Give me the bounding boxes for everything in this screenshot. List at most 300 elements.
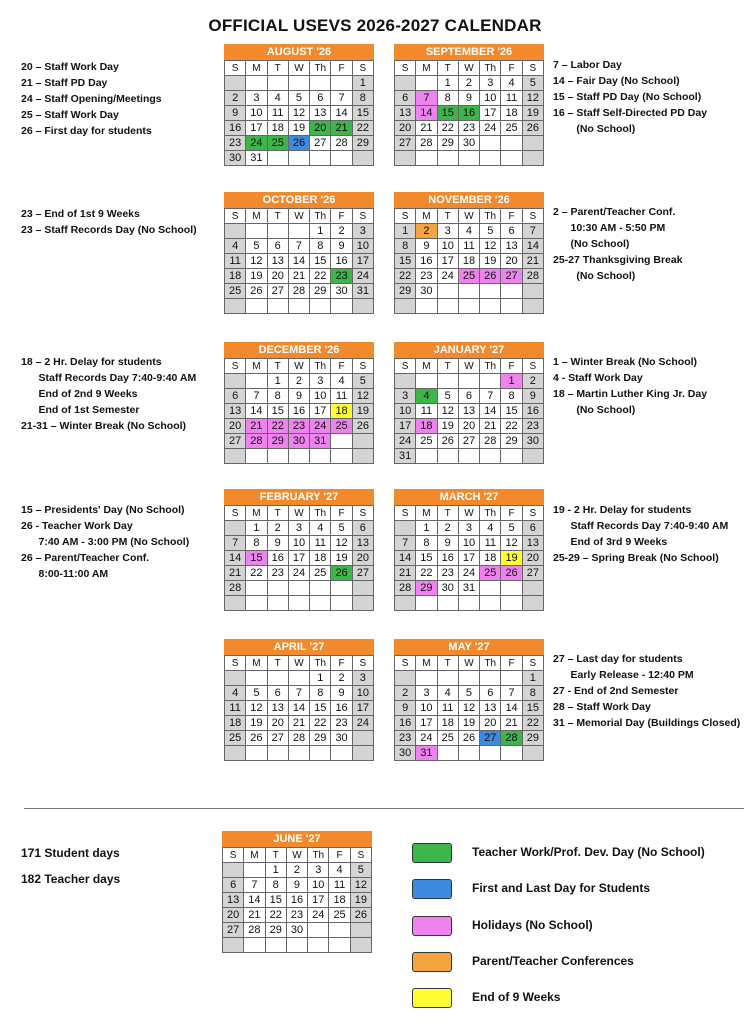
calendar-day: 30 bbox=[438, 581, 459, 596]
calendar-day: 4 bbox=[268, 91, 289, 106]
calendar-empty-cell bbox=[480, 581, 501, 596]
legend-swatch-green bbox=[412, 843, 452, 863]
calendar-day: 2 bbox=[395, 686, 416, 701]
calendar-day: 9 bbox=[416, 239, 437, 254]
calendar-day: 27 bbox=[223, 923, 244, 938]
calendar-empty-cell bbox=[438, 596, 459, 611]
calendar-day: 18 bbox=[331, 404, 352, 419]
note-line: 2 – Parent/Teacher Conf. bbox=[553, 206, 676, 218]
legend-label: Parent/Teacher Conferences bbox=[472, 954, 634, 968]
calendar-empty-cell bbox=[225, 299, 246, 314]
note-line: 28 – Staff Work Day bbox=[553, 701, 651, 713]
day-of-week-header: F bbox=[331, 61, 352, 76]
calendar-empty-cell bbox=[501, 284, 522, 299]
day-of-week-header: S bbox=[353, 506, 374, 521]
note-line: 23 – End of 1st 9 Weeks bbox=[21, 208, 140, 220]
calendar-day: 28 bbox=[480, 434, 501, 449]
calendar-day: 23 bbox=[331, 716, 352, 731]
note-line: (No School) bbox=[553, 270, 636, 282]
note-line: 7:40 AM - 3:00 PM (No School) bbox=[21, 536, 190, 548]
calendar-day: 15 bbox=[268, 404, 289, 419]
day-of-week-header: W bbox=[459, 61, 480, 76]
calendar-day: 5 bbox=[459, 686, 480, 701]
calendar-empty-cell bbox=[353, 581, 374, 596]
calendar-day: 3 bbox=[416, 686, 437, 701]
calendar-day: 15 bbox=[501, 404, 522, 419]
calendar-day: 19 bbox=[438, 419, 459, 434]
calendar-day: 19 bbox=[480, 254, 501, 269]
calendar-day: 27 bbox=[523, 566, 544, 581]
month-header: MARCH '27 bbox=[394, 489, 544, 505]
notes-december bbox=[21, 354, 196, 434]
calendar-day: 8 bbox=[246, 536, 267, 551]
note-line: 21 – Staff PD Day bbox=[21, 77, 108, 89]
calendar-empty-cell bbox=[416, 151, 437, 166]
month-grid bbox=[224, 655, 374, 761]
calendar-day: 10 bbox=[438, 239, 459, 254]
calendar-day: 24 bbox=[289, 566, 310, 581]
calendar-empty-cell bbox=[268, 224, 289, 239]
calendar-day: 11 bbox=[225, 254, 246, 269]
calendar-day: 21 bbox=[395, 566, 416, 581]
calendar-day: 1 bbox=[438, 76, 459, 91]
calendar-empty-cell bbox=[246, 299, 267, 314]
day-of-week-header: W bbox=[459, 656, 480, 671]
calendar-day: 1 bbox=[310, 224, 331, 239]
calendar-empty-cell bbox=[523, 299, 544, 314]
calendar-day: 5 bbox=[480, 224, 501, 239]
calendar-day: 13 bbox=[268, 701, 289, 716]
calendar-day: 14 bbox=[501, 701, 522, 716]
day-of-week-header: F bbox=[501, 506, 522, 521]
calendar-empty-cell bbox=[246, 374, 267, 389]
calendar-empty-cell bbox=[523, 581, 544, 596]
calendar-empty-cell bbox=[246, 224, 267, 239]
calendar-day: 12 bbox=[523, 91, 544, 106]
calendar-day: 8 bbox=[268, 389, 289, 404]
calendar-empty-cell bbox=[353, 449, 374, 464]
calendar-day: 10 bbox=[395, 404, 416, 419]
calendar-day: 13 bbox=[523, 536, 544, 551]
calendar-day: 19 bbox=[523, 106, 544, 121]
calendar-day: 1 bbox=[416, 521, 437, 536]
note-line: 31 – Memorial Day (Buildings Closed) bbox=[553, 717, 741, 729]
calendar-day: 24 bbox=[395, 434, 416, 449]
calendar-day: 3 bbox=[353, 224, 374, 239]
calendar-day: 12 bbox=[480, 239, 501, 254]
calendar-day: 16 bbox=[395, 716, 416, 731]
calendar-day: 1 bbox=[501, 374, 522, 389]
calendar-day: 12 bbox=[353, 389, 374, 404]
calendar-empty-cell bbox=[268, 746, 289, 761]
calendar-day: 8 bbox=[416, 536, 437, 551]
calendar-empty-cell bbox=[523, 449, 544, 464]
calendar-empty-cell bbox=[416, 671, 437, 686]
calendar-day: 28 bbox=[395, 581, 416, 596]
calendar-day: 1 bbox=[268, 374, 289, 389]
calendar-day: 21 bbox=[416, 121, 437, 136]
note-line: Staff Records Day 7:40-9:40 AM bbox=[21, 372, 197, 384]
calendar-day: 22 bbox=[416, 566, 437, 581]
calendar-day: 25 bbox=[459, 269, 480, 284]
notes-may bbox=[553, 651, 740, 731]
calendar-day: 11 bbox=[459, 239, 480, 254]
calendar-day: 9 bbox=[438, 536, 459, 551]
day-of-week-header: Th bbox=[480, 61, 501, 76]
calendar-day: 30 bbox=[395, 746, 416, 761]
calendar-day: 28 bbox=[225, 581, 246, 596]
calendar-day: 25 bbox=[310, 566, 331, 581]
calendar-empty-cell bbox=[438, 374, 459, 389]
calendar-day: 4 bbox=[416, 389, 437, 404]
calendar-day: 9 bbox=[395, 701, 416, 716]
calendar-day: 24 bbox=[246, 136, 267, 151]
note-line: 23 – Staff Records Day (No School) bbox=[21, 224, 197, 236]
day-of-week-header: S bbox=[225, 359, 246, 374]
calendar-empty-cell bbox=[268, 151, 289, 166]
calendar-day: 7 bbox=[289, 686, 310, 701]
calendar-empty-cell bbox=[331, 434, 352, 449]
calendar-empty-cell bbox=[480, 374, 501, 389]
month-header: JUNE '27 bbox=[222, 831, 372, 847]
month-grid bbox=[394, 505, 544, 611]
day-of-week-header: F bbox=[501, 61, 522, 76]
calendar-day: 10 bbox=[353, 239, 374, 254]
calendar-day: 23 bbox=[438, 566, 459, 581]
calendar-empty-cell bbox=[331, 76, 352, 91]
calendar-empty-cell bbox=[416, 76, 437, 91]
day-of-week-header: T bbox=[438, 359, 459, 374]
calendar-day: 10 bbox=[246, 106, 267, 121]
calendar-day: 18 bbox=[225, 716, 246, 731]
calendar-day: 15 bbox=[438, 106, 459, 121]
calendar-day: 29 bbox=[310, 284, 331, 299]
calendar-empty-cell bbox=[289, 224, 310, 239]
calendar-empty-cell bbox=[289, 671, 310, 686]
calendar-day: 28 bbox=[246, 434, 267, 449]
calendar-day: 10 bbox=[310, 389, 331, 404]
calendar-day: 24 bbox=[353, 269, 374, 284]
calendar-empty-cell bbox=[416, 299, 437, 314]
calendar-day: 28 bbox=[523, 269, 544, 284]
calendar-day: 18 bbox=[268, 121, 289, 136]
calendar-empty-cell bbox=[395, 374, 416, 389]
month-grid bbox=[394, 358, 544, 464]
calendar-empty-cell bbox=[353, 596, 374, 611]
calendar-day: 31 bbox=[246, 151, 267, 166]
calendar-day: 11 bbox=[438, 701, 459, 716]
calendar-day: 14 bbox=[480, 404, 501, 419]
calendar-empty-cell bbox=[523, 151, 544, 166]
calendar-day: 9 bbox=[459, 91, 480, 106]
day-of-week-header: S bbox=[353, 359, 374, 374]
calendar-day: 5 bbox=[331, 521, 352, 536]
calendar-day: 16 bbox=[268, 551, 289, 566]
calendar-day: 25 bbox=[416, 434, 437, 449]
calendar-day: 24 bbox=[480, 121, 501, 136]
calendar-day: 10 bbox=[480, 91, 501, 106]
calendar-day: 5 bbox=[523, 76, 544, 91]
calendar-empty-cell bbox=[289, 299, 310, 314]
month-grid bbox=[224, 208, 374, 314]
calendar-day: 27 bbox=[501, 269, 522, 284]
calendar-day: 10 bbox=[416, 701, 437, 716]
calendar-day: 11 bbox=[310, 536, 331, 551]
calendar-empty-cell bbox=[310, 581, 331, 596]
day-of-week-header: S bbox=[523, 506, 544, 521]
day-of-week-header: S bbox=[395, 656, 416, 671]
day-of-week-header: W bbox=[289, 656, 310, 671]
calendar-day: 3 bbox=[459, 521, 480, 536]
calendar-day: 14 bbox=[331, 106, 352, 121]
calendar-empty-cell bbox=[459, 746, 480, 761]
note-line: 27 – Last day for students bbox=[553, 653, 683, 665]
note-line: 26 – First day for students bbox=[21, 125, 152, 137]
calendar-empty-cell bbox=[480, 136, 501, 151]
calendar-empty-cell bbox=[351, 938, 372, 953]
calendar-day: 5 bbox=[438, 389, 459, 404]
calendar-day: 30 bbox=[225, 151, 246, 166]
note-line: 18 – 2 Hr. Delay for students bbox=[21, 356, 162, 368]
note-line: 10:30 AM - 5:50 PM bbox=[553, 222, 666, 234]
calendar-day: 21 bbox=[244, 908, 265, 923]
calendar-day: 7 bbox=[246, 389, 267, 404]
calendar-day: 18 bbox=[225, 269, 246, 284]
day-of-week-header: S bbox=[523, 61, 544, 76]
calendar-day: 9 bbox=[268, 536, 289, 551]
calendar-empty-cell bbox=[416, 449, 437, 464]
note-line: 24 – Staff Opening/Meetings bbox=[21, 93, 162, 105]
day-of-week-header: S bbox=[225, 506, 246, 521]
note-line: End of 3rd 9 Weeks bbox=[553, 536, 668, 548]
calendar-day: 8 bbox=[310, 239, 331, 254]
calendar-day: 5 bbox=[501, 521, 522, 536]
day-of-week-header: Th bbox=[310, 359, 331, 374]
calendar-day: 21 bbox=[331, 121, 352, 136]
calendar-day: 22 bbox=[268, 419, 289, 434]
day-of-week-header: S bbox=[225, 656, 246, 671]
note-line: End of 2nd 9 Weeks bbox=[21, 388, 138, 400]
day-of-week-header: S bbox=[225, 61, 246, 76]
calendar-empty-cell bbox=[438, 299, 459, 314]
day-of-week-header: F bbox=[331, 656, 352, 671]
note-line: 25 – Staff Work Day bbox=[21, 109, 119, 121]
day-of-week-header: Th bbox=[310, 61, 331, 76]
calendar-day: 17 bbox=[246, 121, 267, 136]
calendar-day: 13 bbox=[268, 254, 289, 269]
calendar-empty-cell bbox=[438, 284, 459, 299]
calendar-day: 28 bbox=[289, 731, 310, 746]
calendar-day: 20 bbox=[395, 121, 416, 136]
calendar-day: 25 bbox=[480, 566, 501, 581]
calendar-day: 24 bbox=[459, 566, 480, 581]
calendar-day: 10 bbox=[353, 686, 374, 701]
day-of-week-header: M bbox=[416, 209, 437, 224]
calendar-empty-cell bbox=[395, 596, 416, 611]
note-line: 15 – Presidents' Day (No School) bbox=[21, 504, 185, 516]
calendar-empty-cell bbox=[223, 938, 244, 953]
calendar-day: 7 bbox=[523, 224, 544, 239]
note-line: 7 – Labor Day bbox=[553, 59, 622, 71]
legend-swatch-yellow bbox=[412, 988, 452, 1008]
calendar-day: 15 bbox=[266, 893, 287, 908]
calendar-day: 22 bbox=[501, 419, 522, 434]
calendar-day: 25 bbox=[225, 284, 246, 299]
calendar-day: 21 bbox=[523, 254, 544, 269]
calendar-day: 26 bbox=[523, 121, 544, 136]
month-grid bbox=[394, 208, 544, 314]
day-of-week-header: M bbox=[246, 656, 267, 671]
legend-label: First and Last Day for Students bbox=[472, 881, 651, 895]
calendar-day: 16 bbox=[438, 551, 459, 566]
note-line: 20 – Staff Work Day bbox=[21, 61, 119, 73]
month-header: JANUARY '27 bbox=[394, 342, 544, 358]
day-of-week-header: T bbox=[268, 506, 289, 521]
calendar-day: 9 bbox=[331, 239, 352, 254]
calendar-empty-cell bbox=[523, 746, 544, 761]
notes-march bbox=[553, 502, 728, 566]
day-of-week-header: Th bbox=[480, 209, 501, 224]
calendar-empty-cell bbox=[225, 521, 246, 536]
calendar-day: 7 bbox=[416, 91, 437, 106]
month-grid bbox=[224, 60, 374, 166]
calendar-day: 11 bbox=[416, 404, 437, 419]
calendar-empty-cell bbox=[459, 151, 480, 166]
day-of-week-header: W bbox=[287, 848, 308, 863]
calendar-day: 2 bbox=[268, 521, 289, 536]
calendar-day: 27 bbox=[480, 731, 501, 746]
calendar-day: 31 bbox=[416, 746, 437, 761]
calendar-empty-cell bbox=[308, 923, 329, 938]
calendar-empty-cell bbox=[223, 863, 244, 878]
calendar-day: 25 bbox=[331, 419, 352, 434]
calendar-day: 30 bbox=[523, 434, 544, 449]
calendar-empty-cell bbox=[480, 746, 501, 761]
calendar-day: 6 bbox=[459, 389, 480, 404]
calendar-day: 1 bbox=[395, 224, 416, 239]
calendar-day: 27 bbox=[353, 566, 374, 581]
calendar-day: 12 bbox=[289, 106, 310, 121]
calendar-day: 19 bbox=[353, 404, 374, 419]
day-of-week-header: M bbox=[246, 209, 267, 224]
calendar-day: 31 bbox=[353, 284, 374, 299]
day-of-week-header: M bbox=[244, 848, 265, 863]
day-of-week-header: Th bbox=[480, 656, 501, 671]
day-of-week-header: T bbox=[438, 209, 459, 224]
calendar-day: 11 bbox=[331, 389, 352, 404]
calendar-day: 13 bbox=[310, 106, 331, 121]
calendar-day: 23 bbox=[395, 731, 416, 746]
calendar-empty-cell bbox=[289, 581, 310, 596]
note-line: End of 1st Semester bbox=[21, 404, 140, 416]
calendar-day: 15 bbox=[353, 106, 374, 121]
calendar-day: 5 bbox=[351, 863, 372, 878]
calendar-empty-cell bbox=[244, 863, 265, 878]
day-of-week-header: W bbox=[459, 209, 480, 224]
calendar-day: 24 bbox=[353, 716, 374, 731]
calendar-october bbox=[224, 192, 374, 314]
calendar-day: 24 bbox=[310, 419, 331, 434]
calendar-empty-cell bbox=[310, 746, 331, 761]
legend-label: Holidays (No School) bbox=[472, 918, 593, 932]
calendar-day: 4 bbox=[225, 686, 246, 701]
calendar-day: 3 bbox=[310, 374, 331, 389]
month-header: SEPTEMBER '26 bbox=[394, 44, 544, 60]
calendar-day: 21 bbox=[289, 269, 310, 284]
calendar-day: 12 bbox=[501, 536, 522, 551]
calendar-day: 17 bbox=[480, 106, 501, 121]
calendar-day: 4 bbox=[329, 863, 350, 878]
calendar-empty-cell bbox=[395, 151, 416, 166]
calendar-day: 9 bbox=[331, 686, 352, 701]
calendar-day: 7 bbox=[244, 878, 265, 893]
calendar-day: 18 bbox=[416, 419, 437, 434]
calendar-day: 19 bbox=[459, 716, 480, 731]
calendar-day: 29 bbox=[268, 434, 289, 449]
page-title: OFFICIAL USEVS 2026-2027 CALENDAR bbox=[208, 16, 542, 35]
calendar-empty-cell bbox=[225, 374, 246, 389]
calendar-day: 6 bbox=[310, 91, 331, 106]
day-of-week-header: M bbox=[416, 506, 437, 521]
note-line: 14 – Fair Day (No School) bbox=[553, 75, 680, 87]
calendar-day: 29 bbox=[416, 581, 437, 596]
day-of-week-header: Th bbox=[310, 656, 331, 671]
calendar-day: 28 bbox=[289, 284, 310, 299]
calendar-empty-cell bbox=[268, 299, 289, 314]
calendar-day: 16 bbox=[225, 121, 246, 136]
calendar-day: 22 bbox=[310, 716, 331, 731]
calendar-day: 2 bbox=[225, 91, 246, 106]
calendar-empty-cell bbox=[310, 449, 331, 464]
notes-october bbox=[21, 206, 197, 238]
calendar-day: 17 bbox=[353, 701, 374, 716]
note-line: 1 – Winter Break (No School) bbox=[553, 356, 698, 368]
calendar-day: 10 bbox=[308, 878, 329, 893]
calendar-empty-cell bbox=[353, 434, 374, 449]
calendar-day: 19 bbox=[289, 121, 310, 136]
calendar-day: 28 bbox=[501, 731, 522, 746]
calendar-day: 13 bbox=[225, 404, 246, 419]
calendar-day: 12 bbox=[351, 878, 372, 893]
calendar-day: 23 bbox=[523, 419, 544, 434]
calendar-day: 26 bbox=[246, 284, 267, 299]
calendar-day: 27 bbox=[268, 284, 289, 299]
calendar-day: 7 bbox=[480, 389, 501, 404]
calendar-march bbox=[394, 489, 544, 611]
calendar-empty-cell bbox=[501, 671, 522, 686]
month-header: MAY '27 bbox=[394, 639, 544, 655]
calendar-day: 9 bbox=[289, 389, 310, 404]
calendar-empty-cell bbox=[289, 151, 310, 166]
day-of-week-header: T bbox=[266, 848, 287, 863]
calendar-empty-cell bbox=[331, 581, 352, 596]
calendar-empty-cell bbox=[459, 284, 480, 299]
calendar-day: 22 bbox=[438, 121, 459, 136]
calendar-empty-cell bbox=[225, 449, 246, 464]
calendar-day: 12 bbox=[331, 536, 352, 551]
calendar-empty-cell bbox=[523, 596, 544, 611]
calendar-empty-cell bbox=[438, 746, 459, 761]
day-of-week-header: S bbox=[523, 359, 544, 374]
calendar-day: 26 bbox=[480, 269, 501, 284]
calendar-empty-cell bbox=[480, 449, 501, 464]
calendar-day: 21 bbox=[225, 566, 246, 581]
calendar-day: 23 bbox=[225, 136, 246, 151]
calendar-day: 7 bbox=[225, 536, 246, 551]
calendar-day: 10 bbox=[289, 536, 310, 551]
calendar-day: 2 bbox=[331, 671, 352, 686]
calendar-empty-cell bbox=[395, 76, 416, 91]
